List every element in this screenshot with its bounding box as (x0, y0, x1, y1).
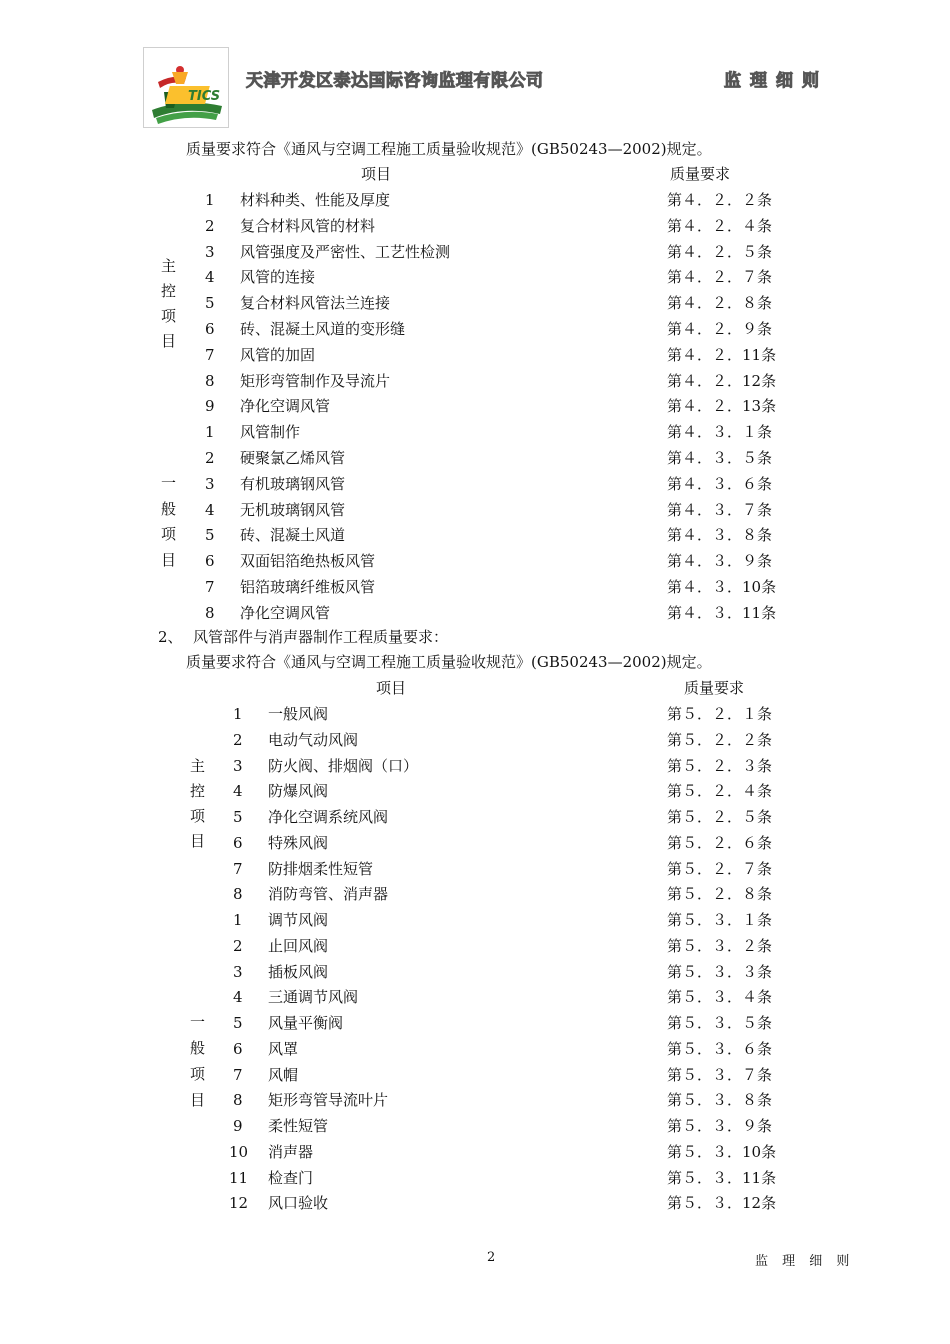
table-row-item: 材料种类、性能及厚度 (240, 191, 391, 209)
table-row-item: 砖、混凝土风道 (240, 526, 346, 545)
table-row-item: 插板风阀 (268, 962, 329, 981)
table-row-item: 风管制作 (240, 423, 301, 442)
table-row-requirement: 第５．２．４条 (667, 782, 773, 801)
vertical-label-char: 目 (190, 832, 206, 850)
section2-main-label (190, 757, 205, 857)
table-row-item: 风管强度及严密性、工艺性检测 (240, 242, 451, 261)
table-row-number: 8 (205, 371, 215, 390)
table-row-requirement: 第５．３．８条 (667, 1091, 773, 1110)
section2-heading: 风管部件与消声器制作工程质量要求： (193, 628, 449, 646)
table-row-number: 8 (233, 885, 243, 904)
table-row-requirement: 第５．３．１条 (667, 911, 773, 929)
table-row-requirement: 第４．３．７条 (667, 500, 773, 519)
section1-col-req: 质量要求 (670, 165, 731, 183)
table-row-item: 净化空调风管 (240, 603, 331, 622)
table-row-item: 风口验收 (268, 1194, 329, 1213)
table-row-item: 风管的连接 (240, 268, 316, 287)
table-row-requirement: 第５．２．６条 (667, 833, 773, 852)
section1-general-label (161, 474, 176, 576)
vertical-label-char: 一 (161, 474, 177, 492)
section2-general-label (190, 1013, 205, 1117)
table-row-number: 5 (233, 1014, 243, 1032)
table-row-requirement: 第４．２．２条 (667, 191, 773, 209)
vertical-label-char: 般 (161, 499, 177, 518)
table-row-item: 检查门 (268, 1168, 314, 1187)
table-row-number: 6 (233, 833, 243, 852)
table-row-item: 止回风阀 (268, 936, 329, 955)
table-row-item: 净化空调风管 (240, 397, 331, 416)
table-row-number: 6 (205, 552, 215, 571)
table-row-requirement: 第４．２．７条 (667, 268, 773, 287)
table-row-requirement: 第４．２．12条 (667, 371, 777, 390)
table-row-requirement: 第５．３．６条 (667, 1039, 773, 1058)
table-row-requirement: 第５．３．11条 (667, 1168, 777, 1187)
table-row-number: 2 (205, 449, 215, 467)
table-row-number: 9 (205, 397, 215, 416)
table-row-item: 矩形弯管导流叶片 (268, 1091, 389, 1110)
table-row-number: 6 (205, 320, 215, 338)
table-row-requirement: 第４．３．８条 (667, 526, 773, 545)
table-row-item: 矩形弯管制作及导流片 (240, 371, 391, 390)
table-row-number: 3 (233, 962, 243, 981)
table-row-number: 4 (233, 782, 243, 801)
table-row-number: 3 (205, 242, 215, 261)
table-row-item: 无机玻璃钢风管 (240, 500, 346, 519)
table-row-item: 防火阀、排烟阀（口） (268, 756, 419, 775)
vertical-label-char: 目 (161, 550, 177, 569)
table-row-requirement: 第５．３．２条 (667, 936, 773, 955)
table-row-number: 1 (205, 423, 215, 442)
table-row-number: 10 (229, 1142, 249, 1161)
table-row-requirement: 第４．３．１条 (667, 423, 773, 442)
table-row-item: 复合材料风管的材料 (240, 216, 376, 235)
table-row-item: 柔性短管 (268, 1117, 329, 1135)
table-row-number: 7 (233, 859, 243, 878)
table-row-requirement: 第５．２．７条 (667, 859, 773, 878)
table-row-requirement: 第４．２．５条 (667, 242, 773, 261)
table-row-item: 防排烟柔性短管 (268, 859, 374, 878)
section1-col-item: 项目 (361, 165, 392, 183)
table-row-number: 7 (233, 1065, 243, 1084)
table-row-number: 12 (229, 1194, 249, 1213)
tics-logo-icon (144, 48, 228, 127)
table-row-number: 8 (205, 603, 215, 622)
table-row-requirement: 第５．２．１条 (667, 705, 773, 723)
page-number: 2 (487, 1250, 496, 1265)
table-row-number: 2 (233, 730, 243, 749)
table-row-requirement: 第４．３．５条 (667, 449, 773, 467)
table-row-requirement: 第５．３．10条 (667, 1142, 777, 1161)
vertical-label-char: 项 (190, 1065, 206, 1083)
table-row-number: 7 (205, 578, 215, 596)
table-row-number: 5 (233, 808, 243, 826)
table-row-requirement: 第５．３．９条 (667, 1117, 773, 1135)
table-row-item: 风罩 (268, 1039, 299, 1058)
table-row-number: 8 (233, 1091, 243, 1110)
footer-doc-type: 监 理 细 则 (755, 1254, 855, 1269)
vertical-label-char: 控 (161, 282, 177, 300)
vertical-label-char: 项 (161, 307, 177, 325)
table-row-item: 消防弯管、消声器 (268, 885, 389, 904)
table-row-item: 复合材料风管法兰连接 (240, 294, 391, 313)
vertical-label-char: 控 (190, 782, 206, 800)
table-row-requirement: 第４．２．９条 (667, 320, 773, 338)
company-logo (143, 47, 229, 128)
vertical-label-char: 般 (190, 1039, 206, 1057)
table-row-item: 防爆风阀 (268, 782, 329, 801)
section2-col-item: 项目 (376, 679, 407, 697)
table-row-requirement: 第４．２．４条 (667, 216, 773, 235)
table-row-requirement: 第４．２．13条 (667, 397, 777, 416)
table-row-item: 风管的加固 (240, 345, 316, 364)
company-name: 天津开发区泰达国际咨询监理有限公司 (246, 71, 544, 91)
section2-col-req: 质量要求 (684, 679, 745, 697)
table-row-number: 5 (205, 294, 215, 313)
table-row-requirement: 第４．３．９条 (667, 552, 773, 571)
section2-intro: 质量要求符合《通风与空调工程施工质量验收规范》(GB50243—2002)规定。 (186, 653, 712, 671)
table-row-number: 4 (233, 988, 243, 1007)
table-row-number: 4 (205, 268, 215, 287)
table-row-number: 3 (233, 756, 243, 775)
section1-intro: 质量要求符合《通风与空调工程施工质量验收规范》(GB50243—2002)规定。 (186, 140, 712, 158)
table-row-item: 电动气动风阀 (268, 730, 359, 749)
table-row-requirement: 第５．３．５条 (667, 1014, 773, 1032)
table-row-requirement: 第５．２．３条 (667, 756, 773, 775)
table-row-item: 一般风阀 (268, 705, 329, 723)
vertical-label-char: 主 (161, 257, 177, 275)
table-row-requirement: 第５．２．５条 (667, 808, 773, 826)
table-row-number: 2 (205, 216, 215, 235)
table-row-item: 特殊风阀 (268, 833, 329, 852)
vertical-label-char: 项 (161, 525, 177, 543)
table-row-item: 有机玻璃钢风管 (240, 474, 346, 493)
table-row-item: 净化空调系统风阀 (268, 808, 389, 826)
table-row-number: 1 (205, 191, 215, 209)
table-row-requirement: 第４．３．10条 (667, 578, 777, 596)
table-row-requirement: 第５．３．３条 (667, 962, 773, 981)
table-row-number: 9 (233, 1117, 243, 1135)
table-row-item: 砖、混凝土风道的变形缝 (240, 320, 406, 338)
table-row-number: 6 (233, 1039, 243, 1058)
table-row-number: 4 (205, 500, 215, 519)
table-row-item: 消声器 (268, 1142, 314, 1161)
table-row-requirement: 第５．３．４条 (667, 988, 773, 1007)
table-row-number: 3 (205, 474, 215, 493)
table-row-item: 三通调节风阀 (268, 988, 359, 1007)
vertical-label-char: 目 (190, 1091, 206, 1109)
table-row-requirement: 第５．２．２条 (667, 730, 773, 749)
vertical-label-char: 主 (190, 757, 206, 775)
table-row-item: 调节风阀 (268, 911, 329, 929)
vertical-label-char: 一 (190, 1013, 206, 1031)
svg-text:TICS: TICS (188, 89, 221, 104)
table-row-requirement: 第４．３．11条 (667, 603, 777, 622)
table-row-requirement: 第４．２．11条 (667, 345, 777, 364)
table-row-number: 5 (205, 526, 215, 545)
table-row-requirement: 第４．３．６条 (667, 474, 773, 493)
table-row-requirement: 第５．２．８条 (667, 885, 773, 904)
table-row-item: 风量平衡阀 (268, 1014, 344, 1032)
vertical-label-char: 目 (161, 332, 177, 350)
vertical-label-char: 项 (190, 807, 206, 825)
table-row-item: 风帽 (268, 1065, 299, 1084)
table-row-number: 7 (205, 345, 215, 364)
section1-main-label (161, 257, 176, 357)
header-doc-type: 监理细则 (724, 71, 828, 91)
table-row-number: 2 (233, 936, 243, 955)
table-row-requirement: 第５．３．７条 (667, 1065, 773, 1084)
table-row-item: 硬聚氯乙烯风管 (240, 449, 346, 467)
table-row-number: 1 (233, 705, 243, 723)
table-row-item: 铝箔玻璃纤维板风管 (240, 578, 376, 596)
table-row-number: 1 (233, 911, 243, 929)
table-row-requirement: 第５．３．12条 (667, 1194, 777, 1213)
table-row-item: 双面铝箔绝热板风管 (240, 552, 376, 571)
table-row-requirement: 第４．２．８条 (667, 294, 773, 313)
section2-number: 2、 (158, 628, 183, 646)
table-row-number: 11 (229, 1168, 249, 1187)
